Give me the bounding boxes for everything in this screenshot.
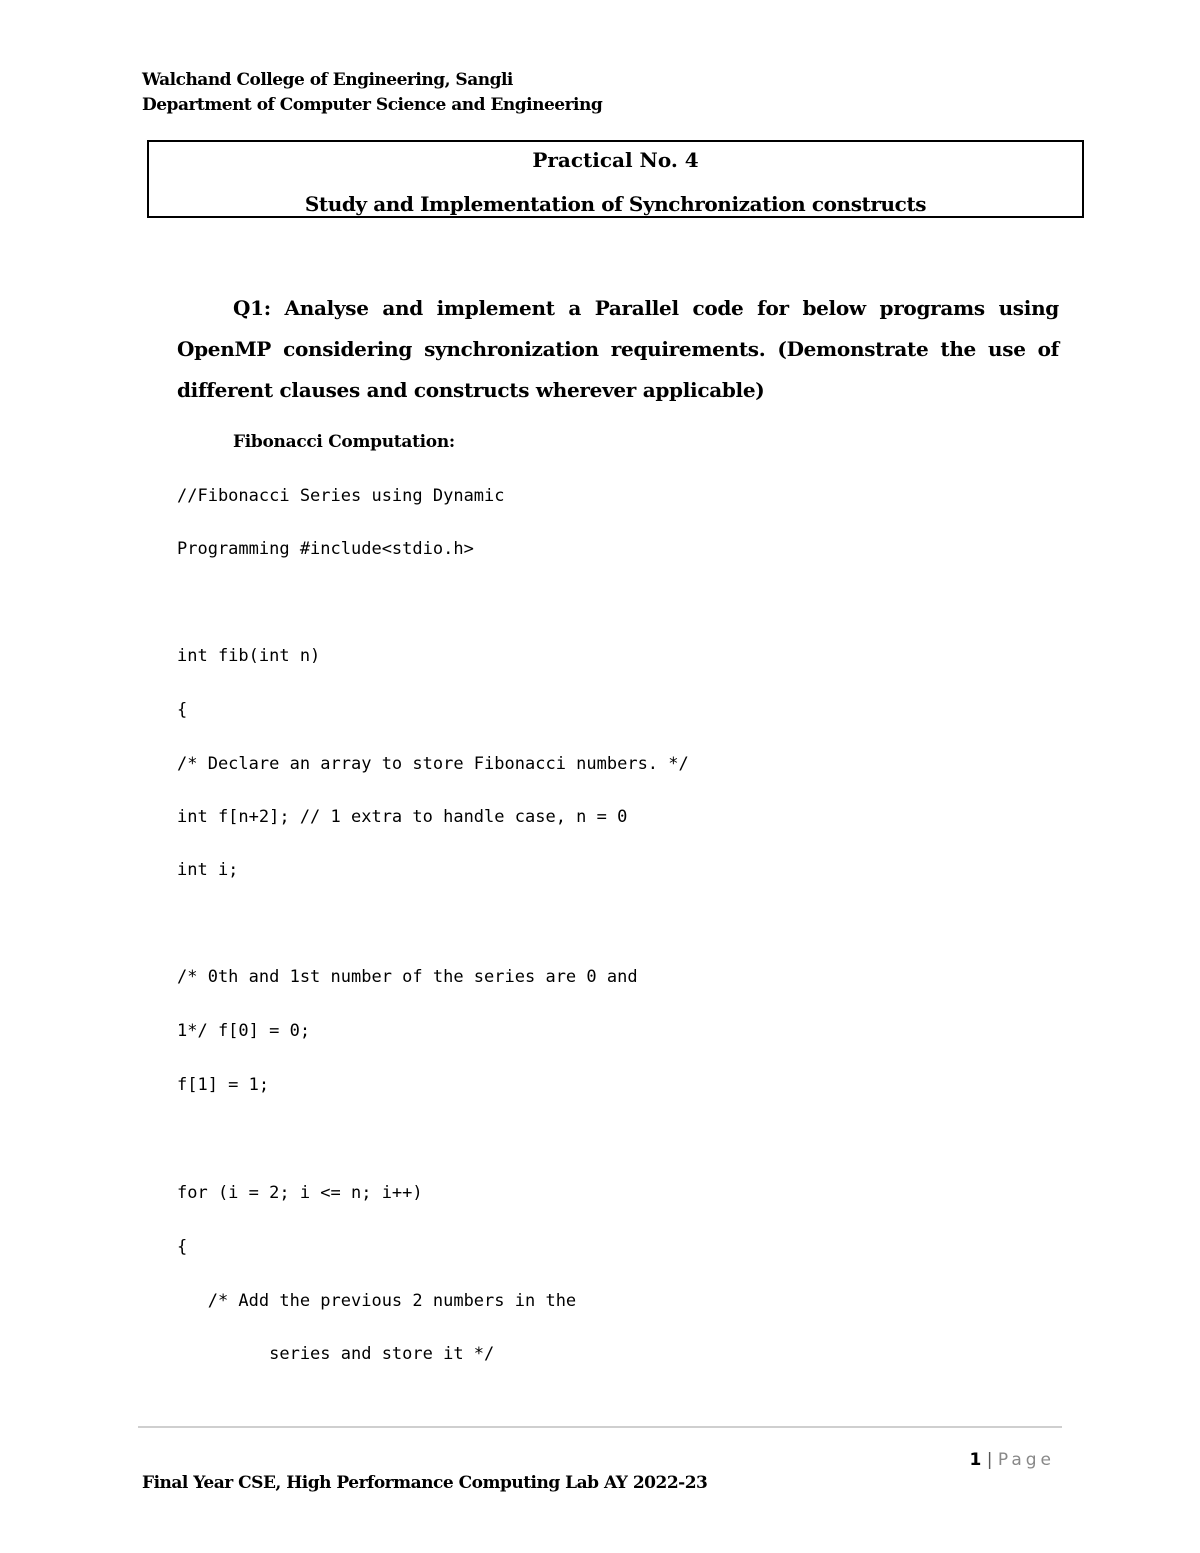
- code-line: Programming #include<stdio.h>: [177, 539, 474, 559]
- question-text: Q1: Analyse and implement a Parallel code for below programs using OpenMP considering synchronization requirements. (Demonstrate the use of different clauses and constructs wherever applicable): [177, 296, 1059, 402]
- code-line: int i;: [177, 860, 239, 880]
- code-line: //Fibonacci Series using Dynamic: [177, 486, 505, 506]
- page-number: [969, 1449, 1055, 1471]
- college-name: Walchand College of Engineering, Sangli: [142, 70, 513, 90]
- document-header: [142, 68, 602, 118]
- code-line: int fib(int n): [177, 646, 321, 666]
- code-line: {: [177, 700, 188, 720]
- code-line: series and store it */: [177, 1344, 495, 1364]
- code-line: for (i = 2; i <= n; i++): [177, 1183, 423, 1203]
- practical-topic: Study and Implementation of Synchronization constructs: [304, 192, 927, 216]
- code-line: int f[n+2]; // 1 extra to handle case, n = 0: [177, 807, 628, 827]
- code-line: f[1] = 1;: [177, 1075, 270, 1095]
- page-number-value: 1: [969, 1450, 982, 1470]
- footer-course: Final Year CSE, High Performance Computing Lab AY 2022-23: [142, 1473, 708, 1493]
- code-line: /* Add the previous 2 numbers in the: [177, 1291, 577, 1311]
- code-line: /* 0th and 1st number of the series are 0 and: [177, 967, 638, 987]
- footer-divider: [138, 1426, 1062, 1428]
- page-number-separator: |: [986, 1450, 993, 1470]
- code-line: 1*/ f[0] = 0;: [177, 1021, 311, 1041]
- page-word: Page: [997, 1450, 1055, 1470]
- code-line: /* Declare an array to store Fibonacci numbers. */: [177, 754, 689, 774]
- section-subheading: Fibonacci Computation:: [233, 432, 455, 452]
- practical-number: Practical No. 4: [532, 148, 699, 172]
- title-box: [147, 140, 1084, 218]
- department-name: Department of Computer Science and Engineering: [142, 95, 603, 115]
- code-line: {: [177, 1237, 188, 1257]
